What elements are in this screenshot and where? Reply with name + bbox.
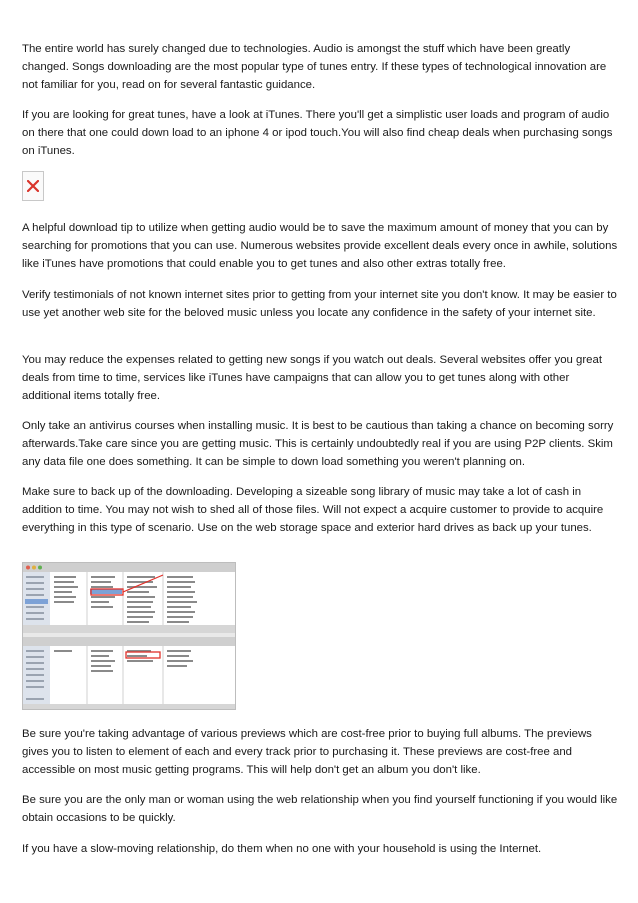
finder-window-screenshot bbox=[22, 562, 236, 710]
paragraph-10: If you have a slow-moving relationship, do them when no one with your household is using the Internet. bbox=[22, 843, 542, 855]
paragraph-1: The entire world has surely changed due to technologies. Audio is amongst the stuff which have been greatly changed. Songs downloading are the most popular type of tunes entry. If these types of technological innovation are not familiar for you, read on for several fantastic guidance. bbox=[22, 43, 607, 91]
paragraph-2: If you are looking for great tunes, have a look at iTunes. There you'll get a simplistic user loads and program of audio on there that one could down load to an iphone 4 or ipod touch.You will also find cheap deals when purchasing songs on iTunes. bbox=[22, 109, 613, 157]
paragraph-8: Be sure you're taking advantage of various previews which are cost-free prior to buying full albums. The previews gives you to listen to element of each and every track prior to purchasing it. These previews are cost-free and accessible on most music getting programs. This will help don't get an album you don't like. bbox=[22, 728, 592, 776]
paragraph-7: Make sure to back up of the downloading. Developing a sizeable song library of music may take a lot of cash in addition to time. You may not wish to shed all of those files. Will not expect a acquire customer to provide to acquire everything in this type of scenario. Use on the web storage space and exterior hard drives as back up your tunes. bbox=[22, 486, 604, 534]
broken-image-icon bbox=[22, 171, 44, 201]
paragraph-6: Only take an antivirus courses when installing music. It is best to be cautious than taking a chance on becoming sorry afterwards.Take care since you are getting music. This is certainly undoubtedly real if you are using P2P clients. Skim any data file one does something. It can be simple to down load something you weren't planning on. bbox=[22, 420, 614, 468]
paragraph-5: You may reduce the expenses related to getting new songs if you watch out deals. Several websites offer you great deals from time to time, services like iTunes have campaigns that can allow you to get tunes along with other additional items totally free. bbox=[22, 354, 603, 402]
paragraph-4: Verify testimonials of not known internet sites prior to getting from your internet site you don't know. It may be easier to use yet another web site for the beloved music unless you locate any confidence in the safety of your internet site. bbox=[22, 289, 617, 319]
paragraph-9: Be sure you are the only man or woman using the web relationship when you find yourself functioning if you would like obtain occasions to be quickly. bbox=[22, 794, 618, 824]
paragraph-3: A helpful download tip to utilize when getting audio would be to save the maximum amount of money that you can by searching for promotions that you can use. Numerous websites provide excellent deals every once in awhile, solutions like iTunes have promotions that could enable you to get tunes and also other extras totally free. bbox=[22, 222, 618, 270]
